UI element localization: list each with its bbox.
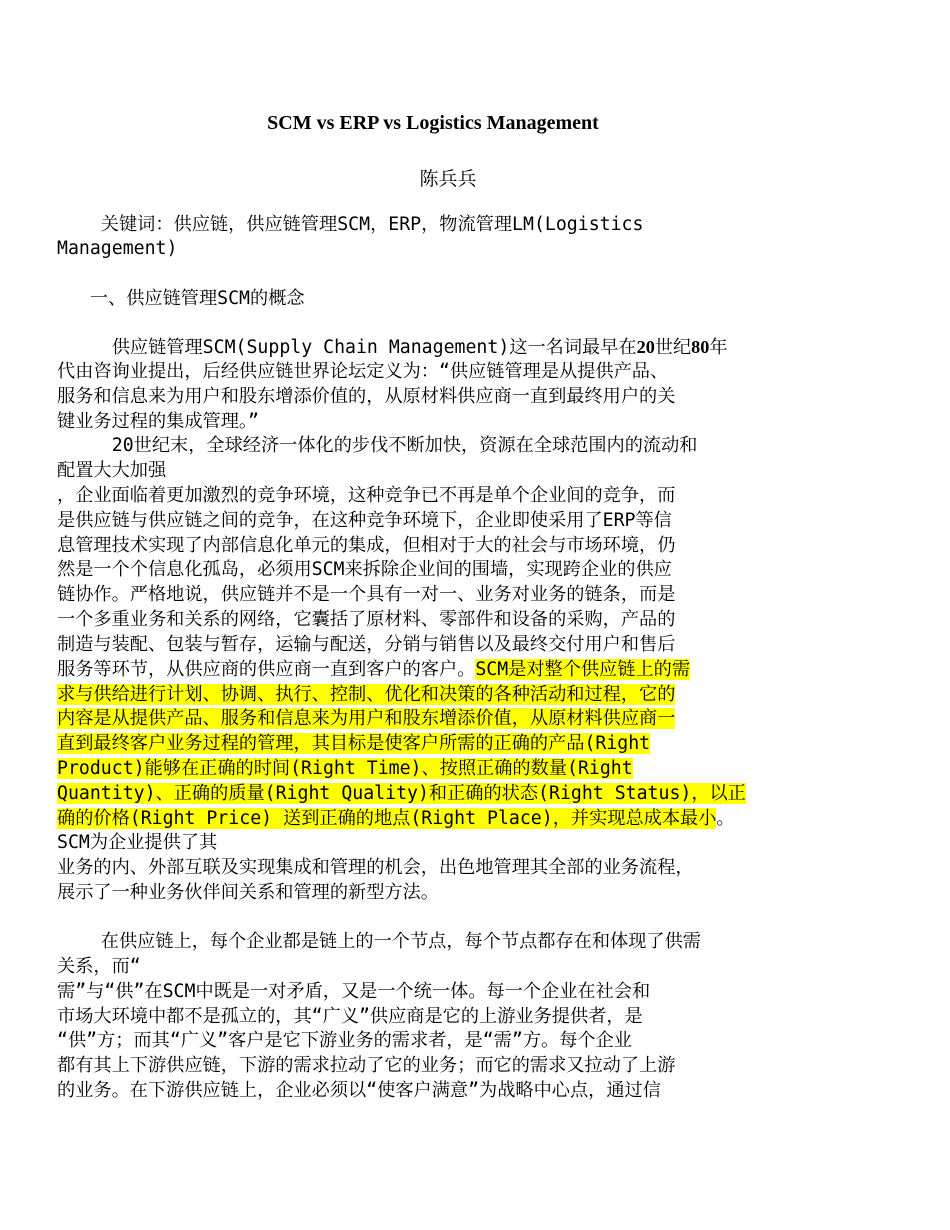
paragraph-line bbox=[57, 707, 675, 731]
text-run: 世纪 bbox=[654, 337, 692, 358]
highlighted-text: 求与供给进行计划、协调、执行、控制、优化和决策的各种活动和过程，它的 bbox=[57, 684, 676, 705]
paragraph-line: 市场大环境中都不是孤立的，其“广义”供应商是它的上游业务提供者，是 bbox=[57, 1006, 643, 1027]
highlighted-text: 确的价格(Right Price) 送到正确的地点(Right Place)，并实现总成本最小 bbox=[57, 808, 717, 829]
paragraph-line: 息管理技术实现了内部信息化单元的集成，但相对于大的社会与市场环境，仍 bbox=[57, 535, 676, 556]
highlighted-text: 内容是从提供产品、服务和信息来为用户和股东增添价值，从原材料供应商一 bbox=[57, 708, 676, 729]
paragraph-line: 都有其上下游供应链，下游的需求拉动了它的业务；而它的需求又拉动了上游 bbox=[57, 1055, 676, 1076]
text-run: 服务等环节，从供应商的供应商一直到客户的客户。 bbox=[57, 659, 476, 680]
paragraph-line: 服务和信息来为用户和股东增添价值的，从原材料供应商一直到最终用户的关 bbox=[57, 386, 676, 407]
paragraph-line bbox=[57, 807, 735, 831]
document-title: SCM vs ERP vs Logistics Management bbox=[267, 112, 599, 134]
text-run: 20 bbox=[636, 337, 655, 357]
paragraph-line: 业务的内、外部互联及实现集成和管理的机会，出色地管理其全部的业务流程， bbox=[57, 857, 694, 878]
highlighted-text: Product)能够在正确的时间(Right Time)、按照正确的数量(Right bbox=[57, 758, 633, 779]
text-run: 供应链管理SCM(Supply Chain Management)这一名词最早在 bbox=[57, 337, 637, 358]
section-heading: 一、供应链管理SCM的概念 bbox=[57, 288, 305, 309]
highlighted-text: 直到最终客户业务过程的管理，其目标是使客户所需的正确的产品(Right bbox=[57, 733, 651, 754]
highlighted-text: Quantity)、正确的质量(Right Quality)和正确的状态(Right Status)，以正 bbox=[57, 783, 746, 804]
paragraph-line bbox=[57, 658, 690, 682]
paragraph-line bbox=[57, 683, 675, 707]
highlighted-text: SCM是对整个供应链上的需 bbox=[475, 659, 691, 680]
paragraph-line bbox=[57, 757, 633, 781]
document-author: 陈兵兵 bbox=[419, 168, 477, 190]
paragraph-line: 代由咨询业提出，后经供应链世界论坛定义为：“供应链管理是从提供产品、 bbox=[57, 361, 669, 382]
keywords-line: 关键词：供应链，供应链管理SCM，ERP，物流管理LM(Logistics bbox=[57, 214, 644, 235]
paragraph-line: 一个多重业务和关系的网络，它囊括了原材料、零部件和设备的采购，产品的 bbox=[57, 609, 676, 630]
paragraph-line: 然是一个个信息化孤岛，必须用SCM来拆除企业间的围墙，实现跨企业的供应 bbox=[57, 559, 672, 580]
paragraph-line: 键业务过程的集成管理。” bbox=[57, 411, 259, 432]
paragraph-line: 是供应链与供应链之间的竞争，在这种竞争环境下，企业即使采用了ERP等信 bbox=[57, 510, 672, 531]
paragraph-line: “供”方；而其“广义”客户是它下游业务的需求者，是“需”方。每个企业 bbox=[57, 1030, 632, 1051]
paragraph-line: 关系，而“ bbox=[57, 956, 141, 977]
paragraph-line: 配置大大加强 bbox=[57, 460, 167, 481]
text-run: 。 bbox=[716, 808, 735, 829]
paragraph-line: ，企业面临着更加激烈的竞争环境，这种竞争已不再是单个企业间的竞争，而 bbox=[57, 485, 676, 506]
paragraph-line bbox=[57, 782, 746, 806]
paragraph-line bbox=[57, 732, 650, 756]
paragraph-line: SCM为企业提供了其 bbox=[57, 832, 218, 853]
paragraph-line: 链协作。严格地说，供应链并不是一个具有一对一、业务对业务的链条，而是 bbox=[57, 584, 676, 605]
paragraph-line: 的业务。在下游供应链上，企业必须以“使客户满意”为战略中心点，通过信 bbox=[57, 1080, 661, 1101]
keywords-line: Management) bbox=[57, 238, 178, 259]
text-run: 年 bbox=[709, 337, 728, 358]
paragraph-line: 20世纪末，全球经济一体化的步伐不断加快，资源在全球范围内的流动和 bbox=[57, 435, 698, 456]
paragraph-line: 展示了一种业务伙伴间关系和管理的新型方法。 bbox=[57, 882, 439, 903]
paragraph-line: 需”与“供”在SCM中既是一对矛盾，又是一个统一体。每一个企业在社会和 bbox=[57, 981, 651, 1002]
text-run: 80 bbox=[691, 337, 710, 357]
paragraph-line: 制造与装配、包装与暂存，运输与配送，分销与销售以及最终交付用户和售后 bbox=[57, 634, 676, 655]
paragraph-line: 在供应链上，每个企业都是链上的一个节点，每个节点都存在和体现了供需 bbox=[57, 931, 701, 952]
paragraph-line bbox=[57, 335, 728, 359]
